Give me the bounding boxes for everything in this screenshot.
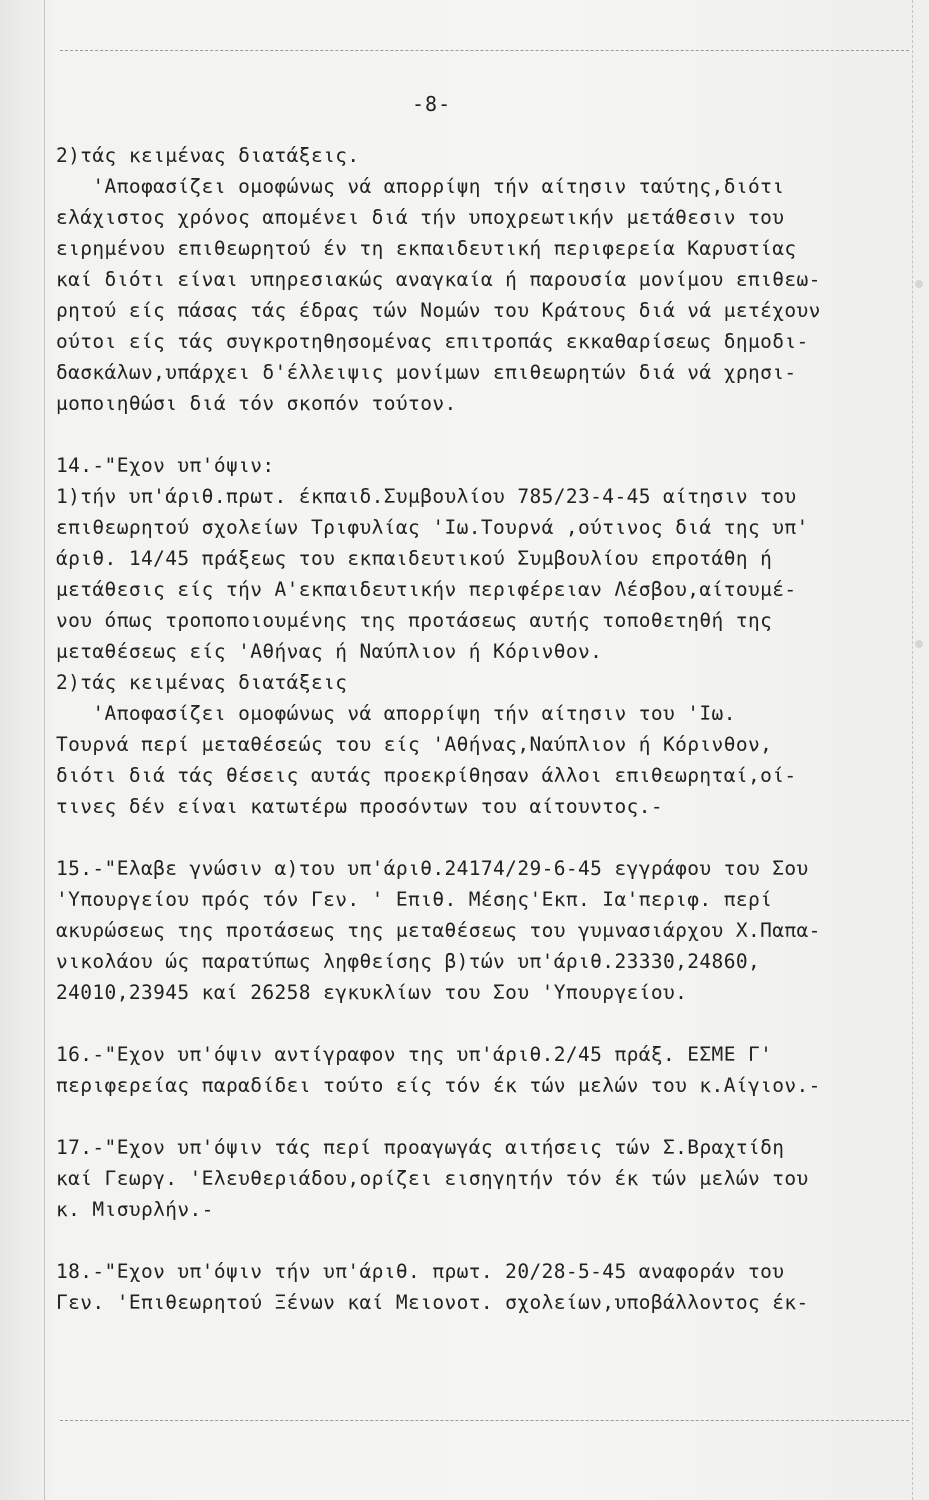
text-line: μοποιηθώσι διά τόν σκοπόν τούτον.: [56, 392, 457, 415]
binding-hole: [915, 280, 923, 288]
text-line: ούτοι είς τάς συγκροτηθησομένας επιτροπάς εκκαθαρίσεως δημοδι-: [56, 330, 809, 353]
text-line: μετάθεσις είς τήν Α'εκπαιδευτικήν περιφέρειαν Λέσβου,αίτουμέ-: [56, 578, 797, 601]
paragraph-gap: [56, 1225, 886, 1256]
paragraph-gap: [56, 1101, 886, 1132]
text-line: άριθ. 14/45 πράξεως του εκπαιδευτικού Συμβουλίου επροτάθη ή: [56, 547, 773, 570]
text-line: 2)τάς κειμένας διατάξεις: [56, 671, 348, 694]
text-line: τινες δέν είναι κατωτέρω προσόντων του αίτουντος.-: [56, 795, 663, 818]
text-line: 18.-"Εχον υπ'όψιν τήν υπ'άριθ. πρωτ. 20/28-5-45 αναφοράν του: [56, 1260, 785, 1283]
text-line: κ. Μισυρλήν.-: [56, 1198, 214, 1221]
paragraph-gap: [56, 822, 886, 853]
text-line: ειρημένου επιθεωρητού έν τη εκπαιδευτική περιφερεία Καρυστίας: [56, 237, 797, 260]
margin-line: [44, 0, 45, 1500]
text-line: ρητού είς πάσας τάς έδρας τών Νομών του Κράτους διά νά μετέχουν: [56, 299, 821, 322]
text-line: νικολάου ώς παρατύπως ληφθείσης β)τών υπ'άριθ.23330,24860,: [56, 950, 761, 973]
text-line: 16.-"Εχον υπ'όψιν αντίγραφον της υπ'άριθ.2/45 πράξ. ΕΣΜΕ Γ': [56, 1043, 773, 1066]
text-line: καί Γεωργ. 'Ελευθεριάδου,ορίζει εισηγητήν τόν έκ τών μελών του: [56, 1167, 809, 1190]
text-line: νου όπως τροποποιουμένης της προτάσεως αυτής τοποθετηθή της: [56, 609, 773, 632]
text-line: 'Αποφασίζει ομοφώνως νά απορρίψη τήν αίτησιν ταύτης,διότι: [56, 175, 785, 198]
text-line: επιθεωρητού σχολείων Τριφυλίας 'Ιω.Τουρνά ,ούτινος διά της υπ': [56, 516, 809, 539]
text-line: διότι διά τάς θέσεις αυτάς προεκρίθησαν άλλοι επιθεωρηταί,οί-: [56, 764, 797, 787]
binding-hole: [915, 640, 923, 648]
paragraph-gap: [56, 1008, 886, 1039]
text-line: 24010,23945 καί 26258 εγκυκλίων του Σου 'Υπουργείου.: [56, 981, 688, 1004]
text-line: 2)τάς κειμένας διατάξεις.: [56, 144, 360, 167]
text-line: 'Υπουργείου πρός τόν Γεν. ' Επιθ. Μέσης'Εκπ. Ια'περιφ. περί: [56, 888, 773, 911]
text-line: Τουρνά περί μεταθέσεώς του είς 'Αθήνας,Ναύπλιον ή Κόρινθον,: [56, 733, 773, 756]
page-number: -8-: [412, 92, 452, 116]
text-line: Γεν. 'Επιθεωρητού Ξένων καί Μειονοτ. σχολείων,υποβάλλοντος έκ-: [56, 1291, 809, 1314]
text-line: περιφερείας παραδίδει τούτο είς τόν έκ τών μελών του κ.Αίγιον.-: [56, 1074, 821, 1097]
paragraph-gap: [56, 419, 886, 450]
top-rule: [60, 50, 909, 51]
right-margin-line: [912, 0, 913, 1500]
text-line: 14.-"Εχον υπ'όψιν:: [56, 454, 275, 477]
text-line: 'Αποφασίζει ομοφώνως νά απορρίψη τήν αίτησιν του 'Ιω.: [56, 702, 736, 725]
text-line: 15.-"Ελαβε γνώσιν α)του υπ'άριθ.24174/29-6-45 εγγράφου του Σου: [56, 857, 809, 880]
text-line: 1)τήν υπ'άριθ.πρωτ. έκπαιδ.Συμβουλίου 785/23-4-45 αίτησιν του: [56, 485, 797, 508]
text-line: δασκάλων,υπάρχει δ'έλλειψις μονίμων επιθεωρητών διά νά χρησι-: [56, 361, 797, 384]
text-line: ακυρώσεως της προτάσεως της μεταθέσεως του γυμνασιάρχου Χ.Παπα-: [56, 919, 821, 942]
text-line: μεταθέσεως είς 'Αθήνας ή Ναύπλιον ή Κόρινθον.: [56, 640, 603, 663]
text-line: 17.-"Εχον υπ'όψιν τάς περί προαγωγάς αιτήσεις τών Σ.Βραχτίδη: [56, 1136, 785, 1159]
bottom-rule: [60, 1420, 909, 1421]
typed-body-text: [56, 140, 886, 1318]
text-line: καί διότι είναι υπηρεσιακώς αναγκαία ή παρουσία μονίμου επιθεω-: [56, 268, 821, 291]
text-line: ελάχιστος χρόνος απομένει διά τήν υποχρεωτικήν μετάθεσιν του: [56, 206, 785, 229]
